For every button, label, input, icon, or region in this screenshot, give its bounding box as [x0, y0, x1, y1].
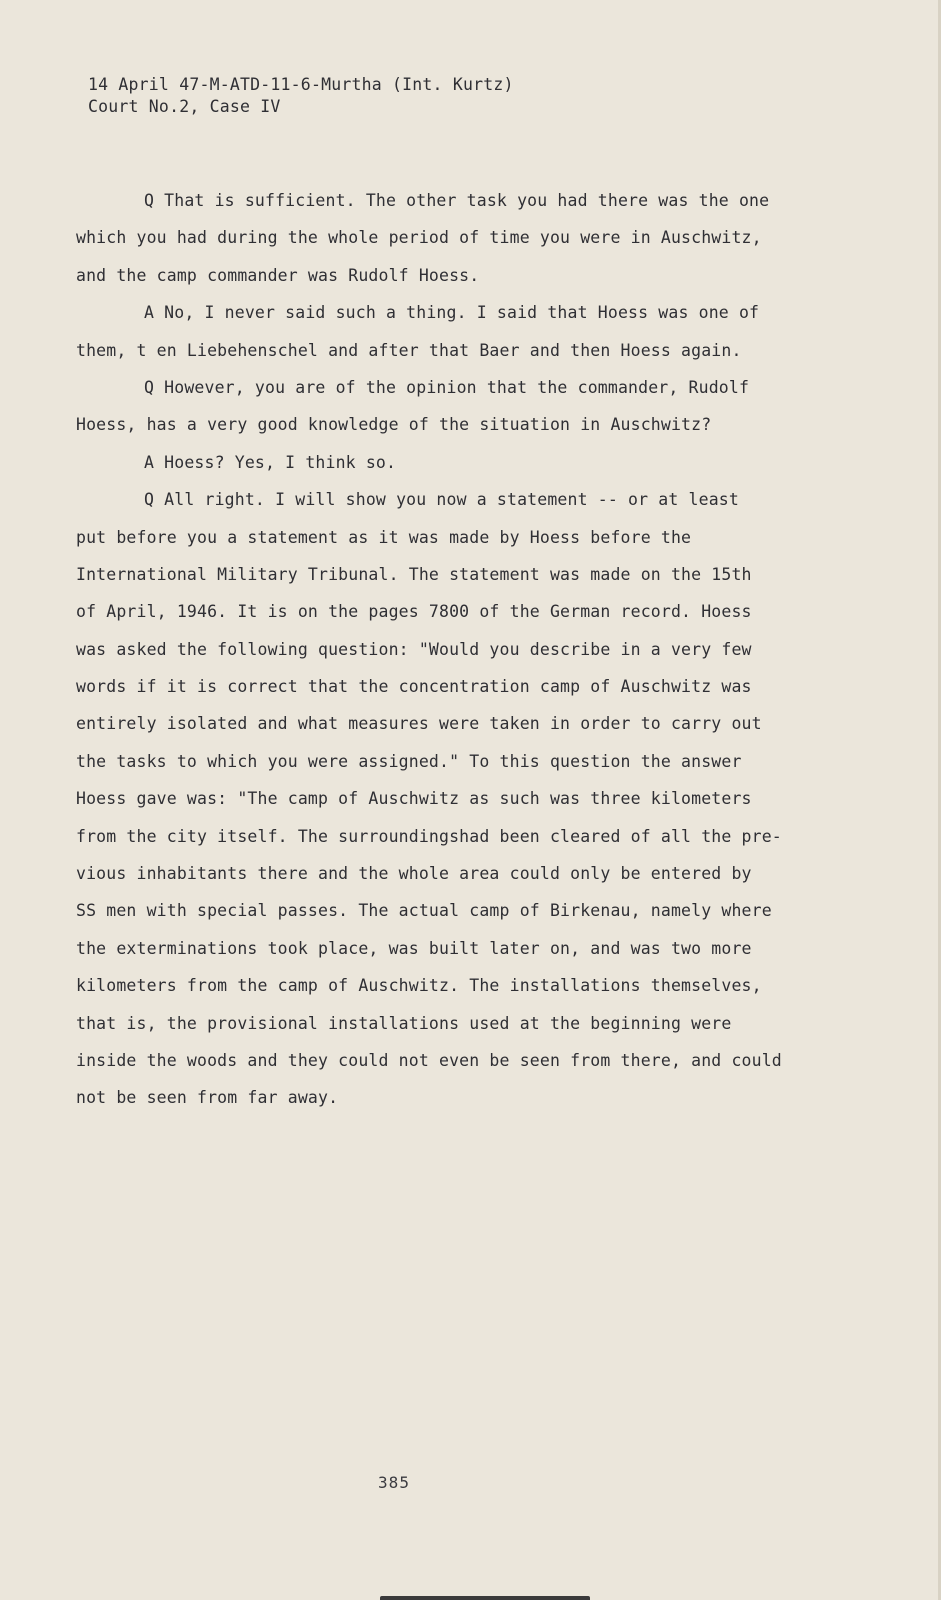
transcript-line: and the camp commander was Rudolf Hoess.: [76, 265, 480, 285]
transcript-line: Q That is sufficient. The other task you had there was the one: [144, 191, 770, 210]
transcript-line: SS men with special passes. The actual camp of Birkenau, namely where: [76, 901, 772, 921]
transcript-line: A No, I never said such a thing. I said that Hoess was one of: [144, 303, 760, 323]
transcript-line: Q However, you are of the opinion that the commander, Rudolf: [144, 377, 750, 397]
transcript-line: the exterminations took place, was built later on, and was two more: [76, 938, 752, 958]
transcript-line: Hoess, has a very good knowledge of the situation in Auschwitz?: [76, 415, 712, 435]
transcript-line: not be seen from far away.: [76, 1088, 339, 1108]
transcript-body: [76, 182, 796, 1117]
transcript-line: was asked the following question: "Would you describe in a very few: [76, 639, 752, 659]
transcript-line: inside the woods and they could not even be seen from there, and could: [76, 1050, 782, 1070]
transcript-line: Q All right. I will show you now a statement -- or at least: [144, 490, 739, 510]
transcript-line: vious inhabitants there and the whole area could only be entered by: [76, 864, 752, 884]
transcript-line: A Hoess? Yes, I think so.: [144, 452, 397, 472]
transcript-line: the tasks to which you were assigned." To this question the answer: [76, 751, 742, 771]
transcript-line: put before you a statement as it was made by Hoess before the: [76, 527, 692, 547]
transcript-line: them, t en Liebehenschel and after that Baer and then Hoess again.: [76, 340, 742, 360]
header-date-line: 14 April 47-M-ATD-11-6-Murtha (Int. Kurtz): [88, 75, 514, 94]
transcript-line: from the city itself. The surroundingshad been cleared of all the pre-: [76, 826, 782, 846]
binding-shadow: [380, 1596, 590, 1600]
transcript-line: Hoess gave was: "The camp of Auschwitz as such was three kilometers: [76, 789, 752, 809]
transcript-line: entirely isolated and what measures were taken in order to carry out: [76, 714, 762, 734]
transcript-line: words if it is correct that the concentration camp of Auschwitz was: [76, 677, 752, 697]
transcript-line: kilometers from the camp of Auschwitz. The installations themselves,: [76, 976, 762, 996]
transcript-line: that is, the provisional installations used at the beginning were: [76, 1013, 732, 1033]
transcript-line: of April, 1946. It is on the pages 7800 of the German record. Hoess: [76, 602, 752, 622]
page-number: 385: [378, 1473, 410, 1492]
header-court-line: Court No.2, Case IV: [88, 97, 281, 116]
transcript-line: which you had during the whole period of time you were in Auschwitz,: [76, 228, 762, 248]
document-header: [88, 74, 514, 118]
transcript-line: International Military Tribunal. The statement was made on the 15th: [76, 564, 752, 584]
